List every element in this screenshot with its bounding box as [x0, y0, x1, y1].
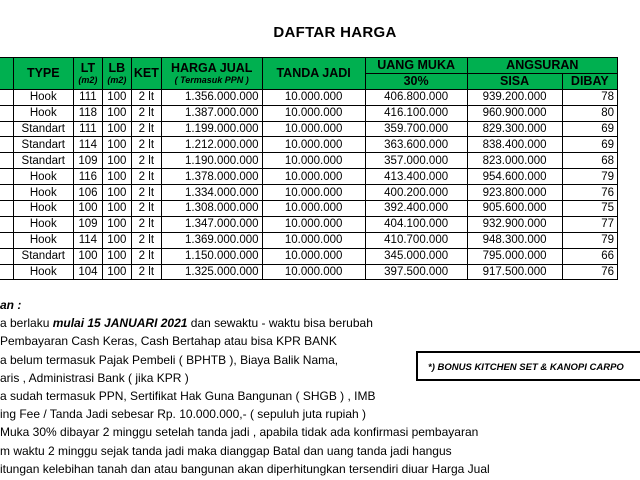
- cell-ket: 2 lt: [131, 121, 161, 137]
- cell-lt: 106: [73, 185, 102, 201]
- notes-heading: an :: [0, 298, 22, 312]
- note-line: itungan kelebihan tanah dan atau bangunan akan diperhitungkan tersendiri diuar Harga Jual: [0, 461, 490, 476]
- cell-type: Hook: [13, 216, 73, 232]
- cell-tanda-jadi: 10.000.000: [262, 89, 365, 105]
- cell-dibayar: 80: [562, 105, 617, 121]
- header-harga: HARGA JUAL ( Termasuk PPN ): [161, 58, 262, 90]
- cell-type: Standart: [13, 248, 73, 264]
- cell-lb: 100: [102, 201, 131, 217]
- cell-type: Hook: [13, 89, 73, 105]
- table-row: [0, 169, 618, 185]
- cell-uang-muka: 410.700.000: [365, 232, 467, 248]
- cell-dibayar: 69: [562, 121, 617, 137]
- cell-lt: 111: [73, 89, 102, 105]
- cell-sisa: 829.300.000: [467, 121, 562, 137]
- note-line: a sudah termasuk PPN, Sertifikat Hak Guna Bangunan ( SHGB ) , IMB: [0, 389, 376, 404]
- cell-lb: 100: [102, 105, 131, 121]
- cell-dibayar: 66: [562, 248, 617, 264]
- cell-uang-muka: 359.700.000: [365, 121, 467, 137]
- cell-ket: 2 lt: [131, 264, 161, 280]
- cell-lb: 100: [102, 264, 131, 280]
- cell-blok: [0, 137, 13, 153]
- cell-blok: [0, 121, 13, 137]
- cell-ket: 2 lt: [131, 232, 161, 248]
- table-row: [0, 105, 618, 121]
- cell-tanda-jadi: 10.000.000: [262, 264, 365, 280]
- table-row: [0, 201, 618, 217]
- cell-ket: 2 lt: [131, 137, 161, 153]
- cell-lb: 100: [102, 89, 131, 105]
- cell-sisa: 948.300.000: [467, 232, 562, 248]
- cell-harga: 1.150.000.000: [161, 248, 262, 264]
- cell-harga: 1.190.000.000: [161, 153, 262, 169]
- cell-lt: 114: [73, 137, 102, 153]
- cell-type: Hook: [13, 201, 73, 217]
- cell-sisa: 823.000.000: [467, 153, 562, 169]
- header-blok: [0, 58, 13, 90]
- note-text: a berlaku: [0, 316, 53, 331]
- header-sisa: SISA: [467, 73, 562, 89]
- cell-ket: 2 lt: [131, 201, 161, 217]
- cell-harga: 1.356.000.000: [161, 89, 262, 105]
- table-row: [0, 248, 618, 264]
- cell-dibayar: 76: [562, 185, 617, 201]
- cell-tanda-jadi: 10.000.000: [262, 201, 365, 217]
- cell-lb: 100: [102, 121, 131, 137]
- cell-ket: 2 lt: [131, 169, 161, 185]
- cell-uang-muka: 400.200.000: [365, 185, 467, 201]
- cell-uang-muka: 357.000.000: [365, 153, 467, 169]
- table-header-row: [0, 58, 618, 74]
- cell-lt: 114: [73, 232, 102, 248]
- cell-sisa: 838.400.000: [467, 137, 562, 153]
- header-type: TYPE: [13, 58, 73, 90]
- cell-blok: [0, 248, 13, 264]
- cell-ket: 2 lt: [131, 248, 161, 264]
- cell-tanda-jadi: 10.000.000: [262, 153, 365, 169]
- cell-blok: [0, 232, 13, 248]
- cell-ket: 2 lt: [131, 216, 161, 232]
- cell-type: Hook: [13, 264, 73, 280]
- price-table: [0, 57, 618, 280]
- header-dibayar: DIBAY: [562, 73, 617, 89]
- cell-sisa: 939.200.000: [467, 89, 562, 105]
- cell-lb: 100: [102, 216, 131, 232]
- header-uang-muka: UANG MUKA: [365, 58, 467, 74]
- table-row: [0, 185, 618, 201]
- header-ket: KET: [131, 58, 161, 90]
- cell-tanda-jadi: 10.000.000: [262, 137, 365, 153]
- cell-sisa: 954.600.000: [467, 169, 562, 185]
- cell-type: Standart: [13, 153, 73, 169]
- cell-blok: [0, 201, 13, 217]
- cell-harga: 1.369.000.000: [161, 232, 262, 248]
- cell-blok: [0, 89, 13, 105]
- cell-dibayar: 79: [562, 169, 617, 185]
- cell-tanda-jadi: 10.000.000: [262, 232, 365, 248]
- header-angsuran: ANGSURAN: [467, 58, 617, 74]
- table-row: [0, 216, 618, 232]
- table-row: [0, 264, 618, 280]
- cell-tanda-jadi: 10.000.000: [262, 248, 365, 264]
- cell-type: Standart: [13, 137, 73, 153]
- cell-type: Hook: [13, 185, 73, 201]
- cell-tanda-jadi: 10.000.000: [262, 169, 365, 185]
- cell-blok: [0, 185, 13, 201]
- note-line: aris , Administrasi Bank ( jika KPR ): [0, 370, 189, 385]
- table-row: [0, 153, 618, 169]
- cell-tanda-jadi: 10.000.000: [262, 185, 365, 201]
- cell-lt: 100: [73, 248, 102, 264]
- table-row: [0, 232, 618, 248]
- cell-type: Hook: [13, 105, 73, 121]
- note-line: Muka 30% dibayar 2 minggu setelah tanda jadi , apabila tidak ada konfirmasi pembayaran: [0, 425, 479, 440]
- cell-lt: 100: [73, 201, 102, 217]
- cell-blok: [0, 169, 13, 185]
- cell-blok: [0, 105, 13, 121]
- cell-uang-muka: 397.500.000: [365, 264, 467, 280]
- cell-type: Hook: [13, 232, 73, 248]
- cell-harga: 1.325.000.000: [161, 264, 262, 280]
- cell-blok: [0, 216, 13, 232]
- cell-lt: 104: [73, 264, 102, 280]
- note-text: dan sewaktu - waktu bisa berubah: [187, 316, 373, 331]
- cell-sisa: 917.500.000: [467, 264, 562, 280]
- cell-harga: 1.334.000.000: [161, 185, 262, 201]
- cell-dibayar: 77: [562, 216, 617, 232]
- cell-tanda-jadi: 10.000.000: [262, 121, 365, 137]
- cell-blok: [0, 153, 13, 169]
- cell-blok: [0, 264, 13, 280]
- cell-tanda-jadi: 10.000.000: [262, 216, 365, 232]
- header-lb: LB (m2): [102, 58, 131, 90]
- cell-lt: 118: [73, 105, 102, 121]
- note-line: ing Fee / Tanda Jadi sebesar Rp. 10.000.000,- ( sepuluh juta rupiah ): [0, 407, 367, 422]
- cell-harga: 1.378.000.000: [161, 169, 262, 185]
- cell-uang-muka: 406.800.000: [365, 89, 467, 105]
- cell-harga: 1.212.000.000: [161, 137, 262, 153]
- cell-sisa: 905.600.000: [467, 201, 562, 217]
- bonus-box: *) BONUS KITCHEN SET & KANOPI CARPO: [416, 351, 640, 381]
- cell-dibayar: 76: [562, 264, 617, 280]
- cell-uang-muka: 413.400.000: [365, 169, 467, 185]
- cell-type: Hook: [13, 169, 73, 185]
- note-line: m waktu 2 minggu sejak tanda jadi maka dianggap Batal dan uang tanda jadi hangus: [0, 443, 452, 458]
- cell-lb: 100: [102, 185, 131, 201]
- page-title: DAFTAR HARGA: [273, 24, 397, 41]
- cell-ket: 2 lt: [131, 89, 161, 105]
- cell-sisa: 795.000.000: [467, 248, 562, 264]
- notes-section: [0, 296, 490, 478]
- cell-uang-muka: 392.400.000: [365, 201, 467, 217]
- cell-lt: 111: [73, 121, 102, 137]
- table-row: [0, 121, 618, 137]
- cell-uang-muka: 416.100.000: [365, 105, 467, 121]
- cell-lb: 100: [102, 232, 131, 248]
- cell-tanda-jadi: 10.000.000: [262, 105, 365, 121]
- cell-lt: 109: [73, 153, 102, 169]
- note-line: Pembayaran Cash Keras, Cash Bertahap atau bisa KPR BANK: [0, 334, 337, 349]
- note-line: [0, 314, 490, 332]
- table-row: [0, 89, 618, 105]
- cell-harga: 1.308.000.000: [161, 201, 262, 217]
- table-row: [0, 137, 618, 153]
- header-lt: LT (m2): [73, 58, 102, 90]
- cell-dibayar: 75: [562, 201, 617, 217]
- cell-harga: 1.387.000.000: [161, 105, 262, 121]
- note-line: a belum termasuk Pajak Pembeli ( BPHTB ), Biaya Balik Nama,: [0, 352, 339, 367]
- cell-dibayar: 78: [562, 89, 617, 105]
- cell-sisa: 960.900.000: [467, 105, 562, 121]
- cell-lt: 116: [73, 169, 102, 185]
- cell-harga: 1.199.000.000: [161, 121, 262, 137]
- header-uang-muka-pct: 30%: [365, 73, 467, 89]
- cell-uang-muka: 404.100.000: [365, 216, 467, 232]
- cell-ket: 2 lt: [131, 153, 161, 169]
- cell-dibayar: 79: [562, 232, 617, 248]
- cell-harga: 1.347.000.000: [161, 216, 262, 232]
- cell-type: Standart: [13, 121, 73, 137]
- cell-ket: 2 lt: [131, 185, 161, 201]
- cell-dibayar: 69: [562, 137, 617, 153]
- cell-sisa: 932.900.000: [467, 216, 562, 232]
- note-date: mulai 15 JANUARI 2021: [52, 316, 188, 331]
- cell-lb: 100: [102, 169, 131, 185]
- cell-sisa: 923.800.000: [467, 185, 562, 201]
- cell-dibayar: 68: [562, 153, 617, 169]
- cell-lb: 100: [102, 153, 131, 169]
- cell-uang-muka: 345.000.000: [365, 248, 467, 264]
- header-tanda-jadi: TANDA JADI: [262, 58, 365, 90]
- cell-uang-muka: 363.600.000: [365, 137, 467, 153]
- cell-lb: 100: [102, 137, 131, 153]
- cell-lt: 109: [73, 216, 102, 232]
- cell-lb: 100: [102, 248, 131, 264]
- cell-ket: 2 lt: [131, 105, 161, 121]
